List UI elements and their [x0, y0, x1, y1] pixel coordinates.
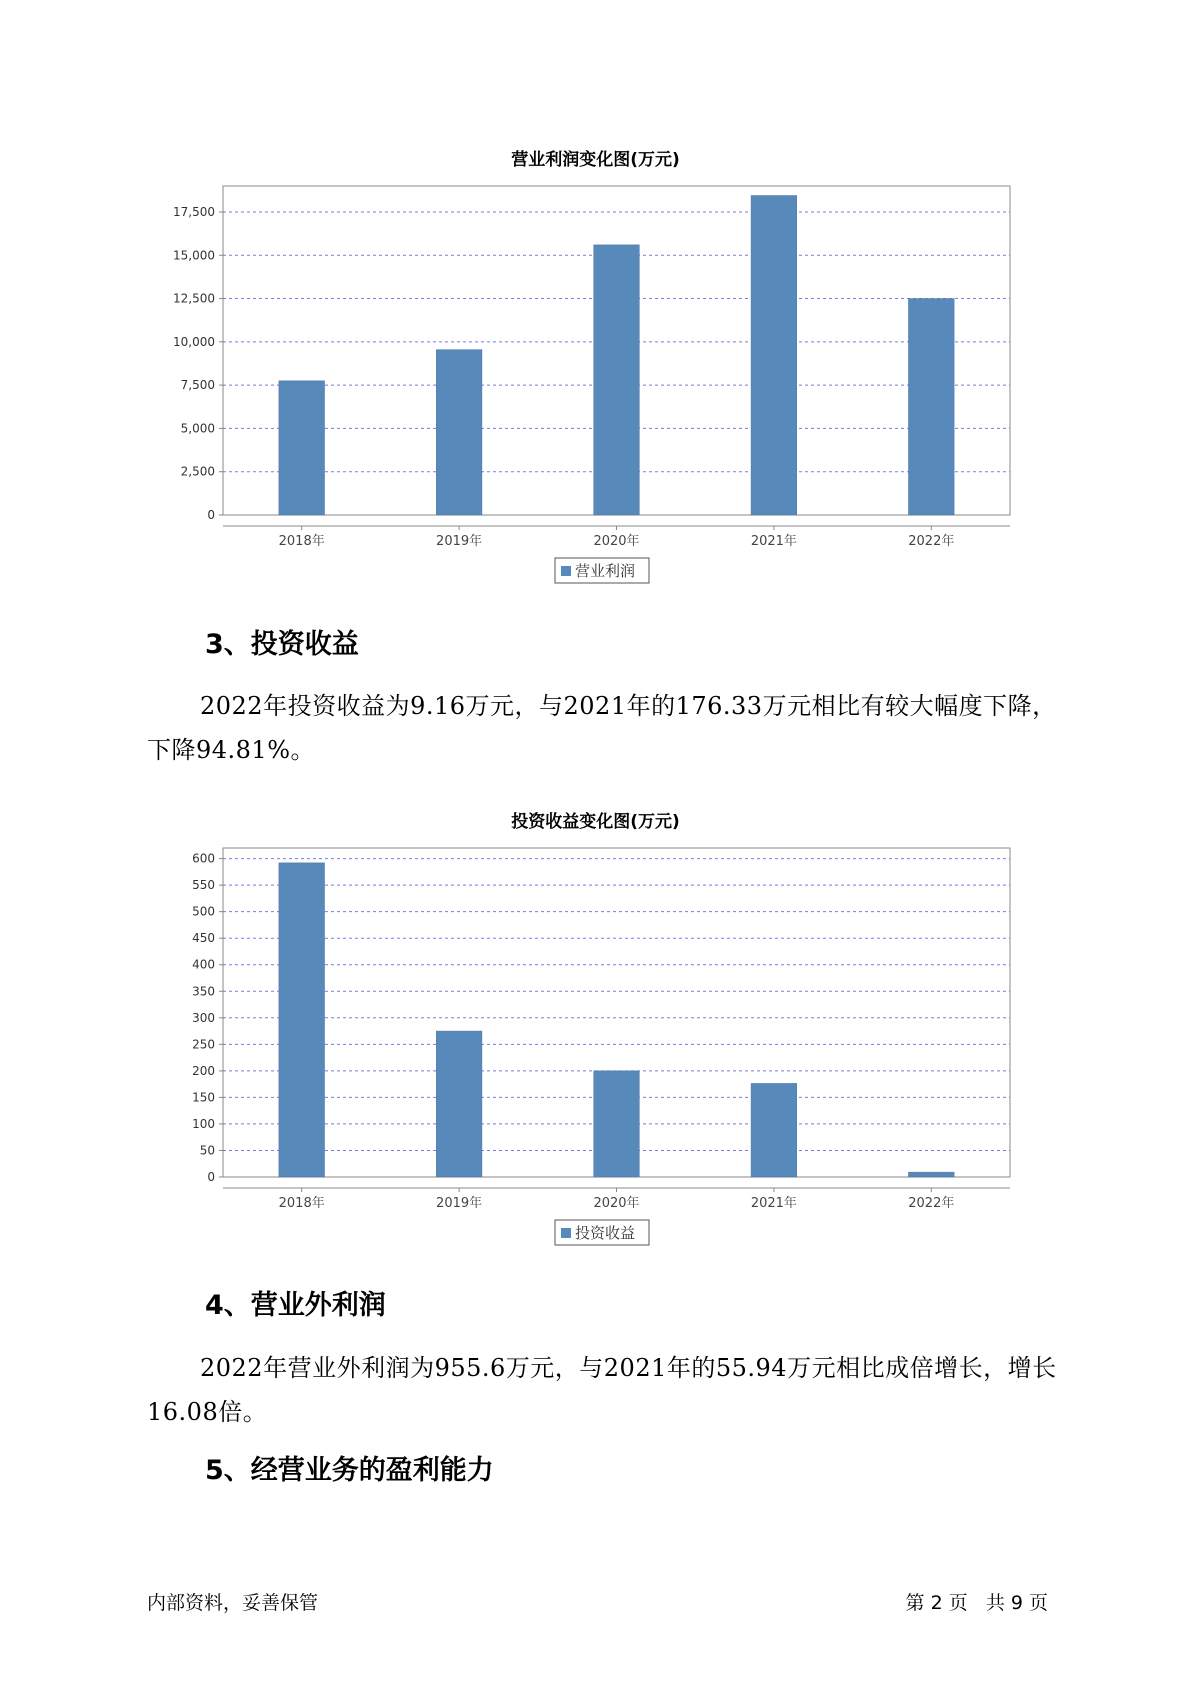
legend-swatch — [561, 1228, 571, 1238]
section-paragraph-non-operating-profit: 2022年营业外利润为955.6万元，与2021年的55.94万元相比成倍增长，增长16.08倍。 — [147, 1354, 1057, 1426]
bar-2019年 — [436, 350, 482, 515]
bar-2018年 — [279, 863, 325, 1177]
bar-2018年 — [279, 381, 325, 515]
section-heading-investment-income: 3、投资收益 — [205, 629, 359, 660]
footer-page-number: 第 2 页 共 9 页 — [905, 1592, 1048, 1614]
y-tick-label: 7,500 — [180, 378, 215, 393]
section-heading-business-profitability: 5、经营业务的盈利能力 — [205, 1455, 494, 1486]
bar-2022年 — [908, 299, 954, 515]
legend-label: 投资收益 — [575, 1224, 636, 1242]
y-tick-label: 550 — [192, 878, 215, 893]
chart-title-investment-income: 投资收益变化图(万元) — [511, 812, 680, 832]
bar-2020年 — [594, 1071, 640, 1177]
x-tick-label: 2021年 — [750, 534, 797, 549]
investment-income-chart — [0, 832, 1191, 1262]
y-tick-label: 200 — [192, 1063, 215, 1078]
y-tick-label: 350 — [192, 984, 215, 999]
y-tick-label: 450 — [192, 931, 215, 946]
operating-profit-chart — [0, 170, 1191, 600]
x-tick-label: 2021年 — [750, 1196, 797, 1211]
y-tick-label: 12,500 — [173, 291, 215, 306]
y-tick-label: 15,000 — [173, 248, 215, 263]
y-tick-label: 300 — [192, 1010, 215, 1025]
legend-label: 营业利润 — [575, 562, 636, 580]
x-tick-label: 2018年 — [278, 1196, 325, 1211]
y-tick-label: 150 — [192, 1090, 215, 1105]
y-tick-label: 250 — [192, 1037, 215, 1052]
x-tick-label: 2019年 — [436, 1196, 483, 1211]
bar-2021年 — [751, 1083, 797, 1177]
bar-2021年 — [751, 196, 797, 515]
x-tick-label: 2022年 — [908, 534, 955, 549]
y-tick-label: 0 — [207, 1170, 215, 1184]
chart-title-operating-profit: 营业利润变化图(万元) — [511, 150, 680, 170]
y-tick-label: 50 — [199, 1143, 215, 1158]
bar-2022年 — [908, 1172, 954, 1177]
x-tick-label: 2022年 — [908, 1196, 955, 1211]
y-tick-label: 400 — [192, 957, 215, 972]
legend-swatch — [561, 566, 571, 576]
x-tick-label: 2018年 — [278, 534, 325, 549]
y-tick-label: 500 — [192, 904, 215, 919]
bar-2019年 — [436, 1031, 482, 1177]
footer-confidential-note: 内部资料，妥善保管 — [147, 1592, 319, 1614]
y-tick-label: 600 — [192, 851, 215, 866]
x-tick-label: 2020年 — [593, 1196, 640, 1211]
section-heading-non-operating-profit: 4、营业外利润 — [205, 1290, 386, 1321]
y-tick-label: 2,500 — [180, 464, 215, 479]
x-tick-label: 2019年 — [436, 534, 483, 549]
y-tick-label: 0 — [207, 508, 215, 522]
y-tick-label: 100 — [192, 1116, 215, 1131]
y-tick-label: 17,500 — [173, 204, 215, 219]
y-tick-label: 10,000 — [173, 334, 215, 349]
y-tick-label: 5,000 — [180, 421, 215, 436]
bar-2020年 — [594, 245, 640, 515]
x-tick-label: 2020年 — [593, 534, 640, 549]
section-paragraph-investment-income: 2022年投资收益为9.16万元，与2021年的176.33万元相比有较大幅度下降，下降94.81%。 — [147, 692, 1057, 764]
